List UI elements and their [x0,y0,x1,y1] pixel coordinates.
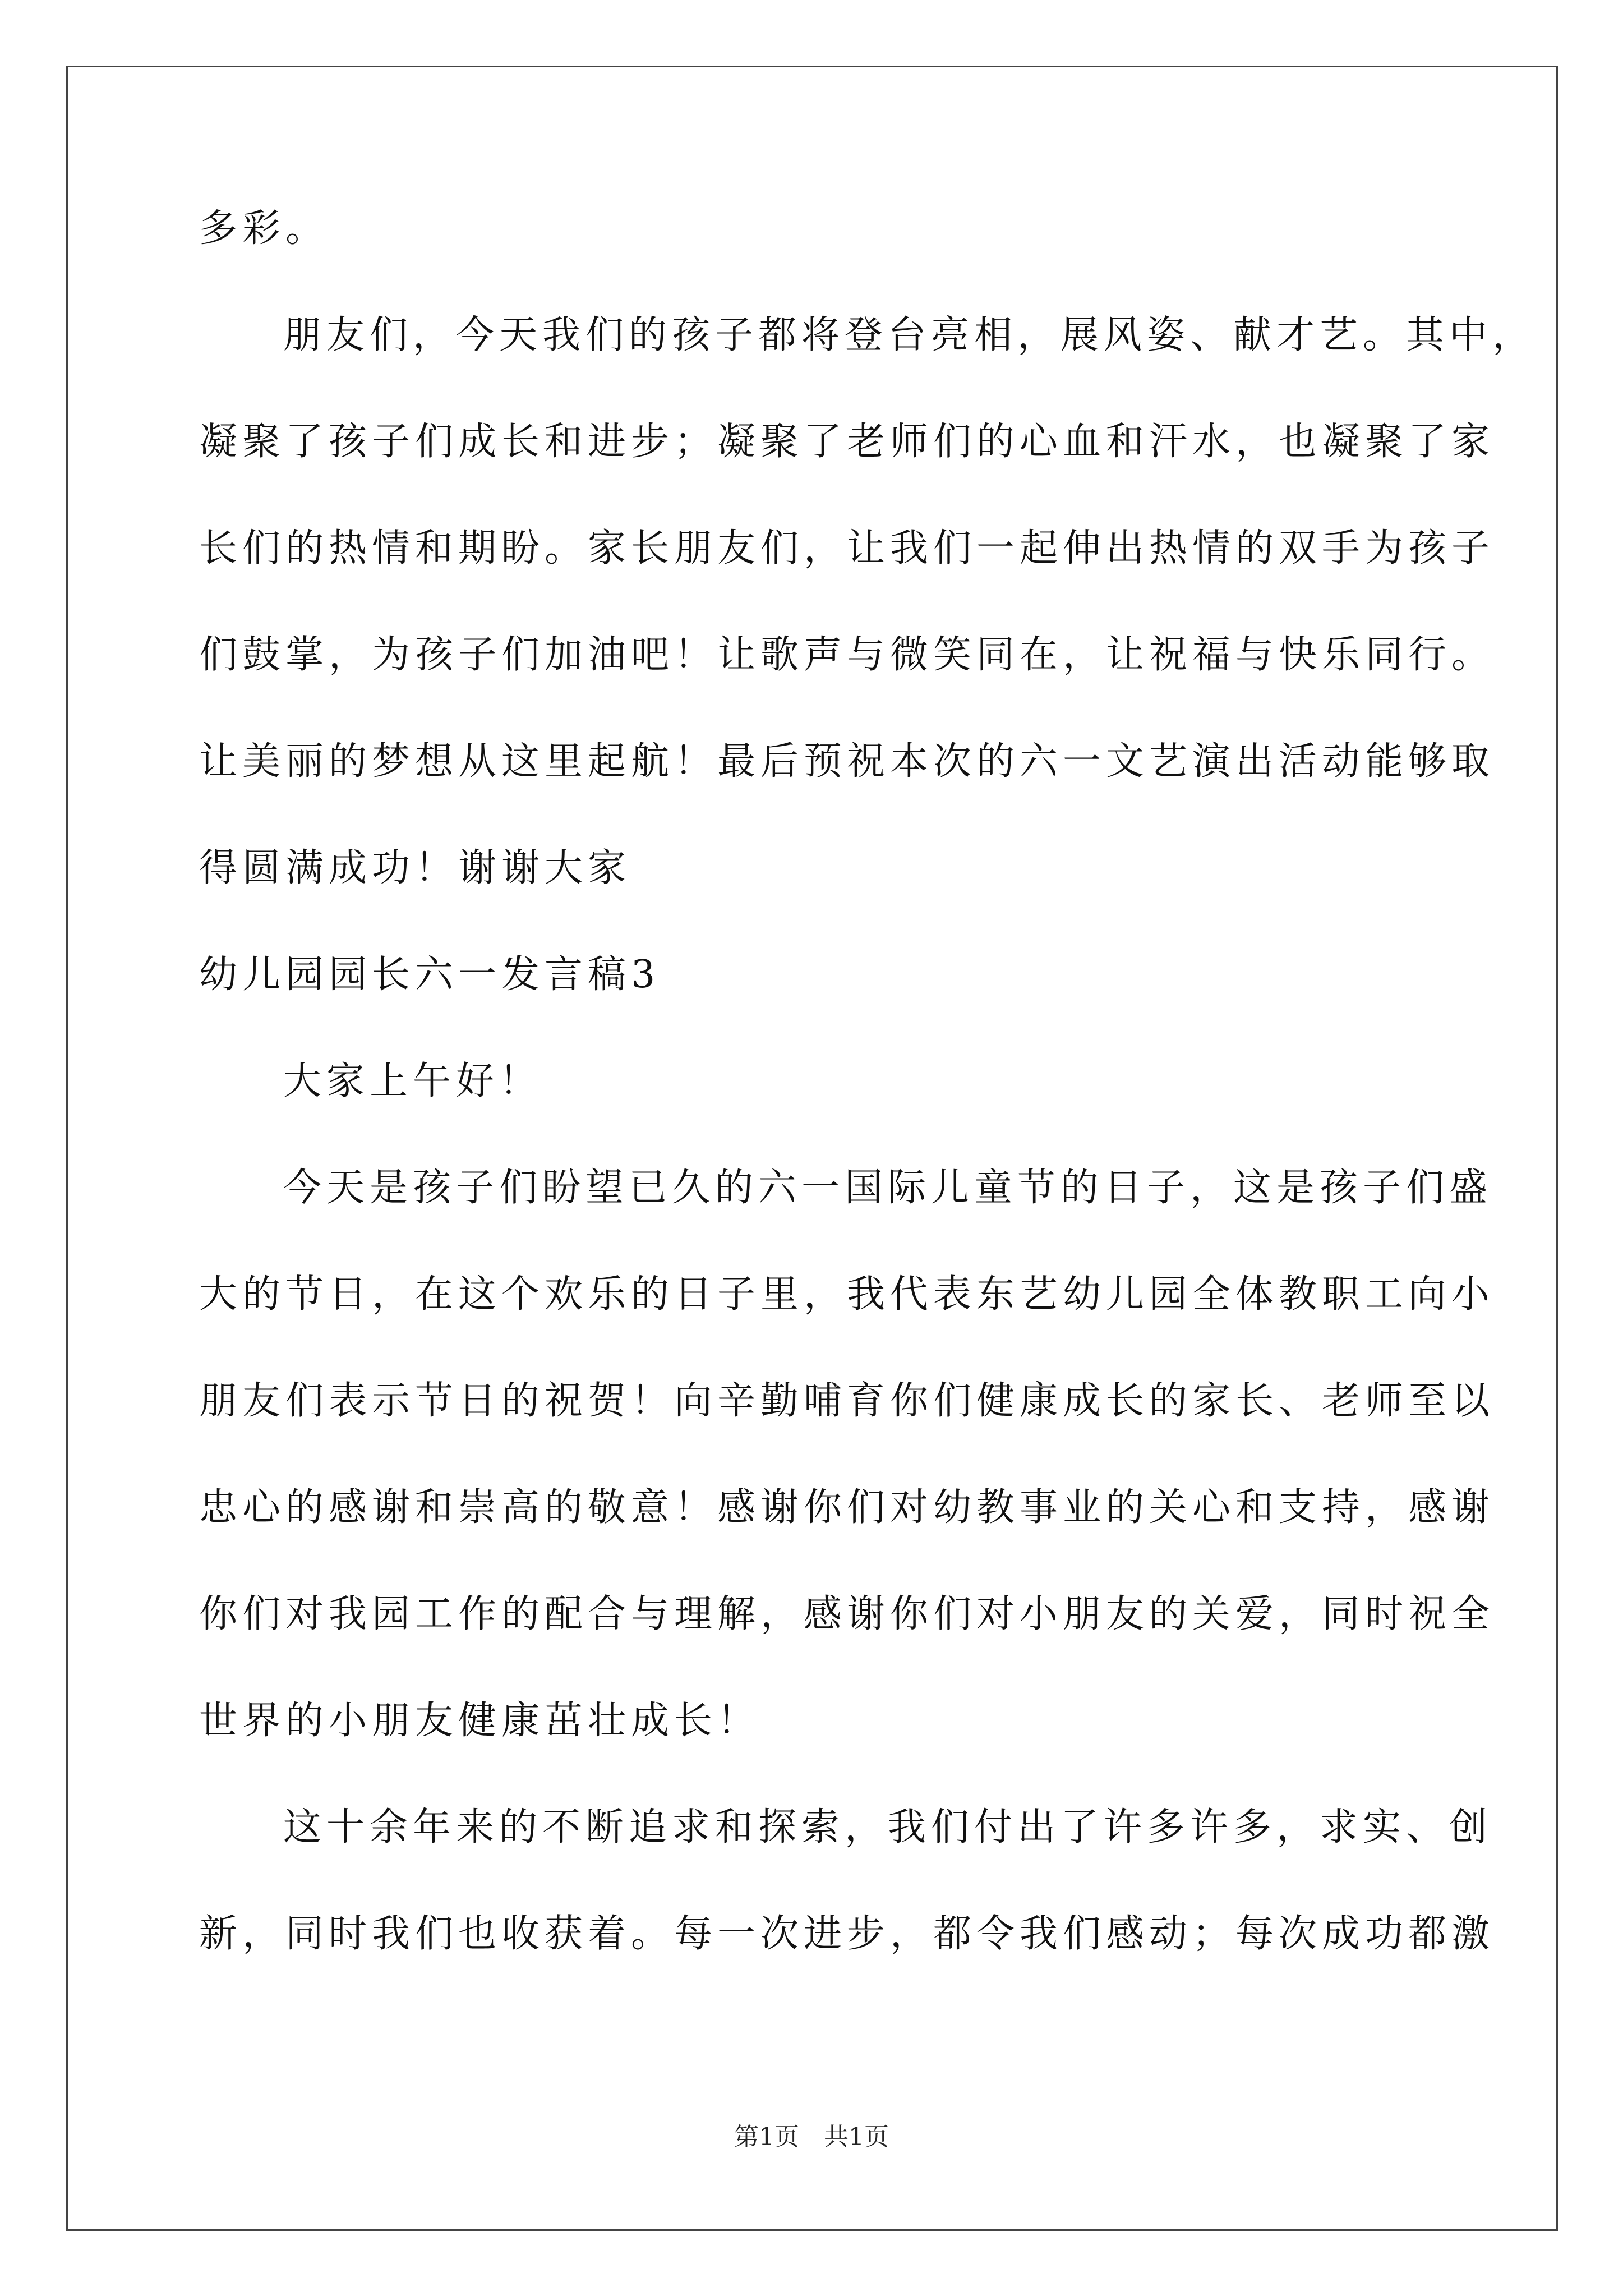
text-line: 忠心的感谢和崇高的敬意！感谢你们对幼教事业的关心和支持，感谢 [199,1485,1495,1530]
text-line: 世界的小朋友健康茁壮成长！ [199,1699,761,1743]
text-line: 新，同时我们也收获着。每一次进步，都令我们感动；每次成功都激 [199,1912,1495,1956]
document-body [199,202,1536,2014]
text-line: 让美丽的梦想从这里起航！最后预祝本次的六一文艺演出活动能够取 [199,739,1495,784]
text-line: 长们的热情和期盼。家长朋友们，让我们一起伸出热情的双手为孩子 [199,526,1495,570]
text-line: 朋友们，今天我们的孩子都将登台亮相，展风姿、献才艺。其中， [283,313,1536,357]
text-line: 多彩。 [199,206,329,251]
text-line: 今天是孩子们盼望已久的六一国际儿童节的日子，这是孩子们盛 [283,1166,1493,1210]
text-line: 凝聚了孩子们成长和进步；凝聚了老师们的心血和汗水，也凝聚了家 [199,420,1495,464]
text-line: 大的节日，在这个欢乐的日子里，我代表东艺幼儿园全体教职工向小 [199,1272,1495,1317]
text-line: 们鼓掌，为孩子们加油吧！让歌声与微笑同在，让祝福与快乐同行。 [199,633,1495,677]
text-line: 得圆满成功！谢谢大家 [199,846,631,890]
section-heading: 幼儿园园长六一发言稿3 [199,953,661,997]
text-line: 大家上午好！ [283,1059,543,1103]
text-line: 朋友们表示节日的祝贺！向辛勤哺育你们健康成长的家长、老师至以 [199,1379,1495,1423]
page-footer: 第1页 共1页 [734,2123,889,2151]
text-line: 这十余年来的不断追求和探索，我们付出了许多许多，求实、创 [283,1805,1493,1849]
text-line: 你们对我园工作的配合与理解，感谢你们对小朋友的关爱，同时祝全 [199,1592,1495,1636]
